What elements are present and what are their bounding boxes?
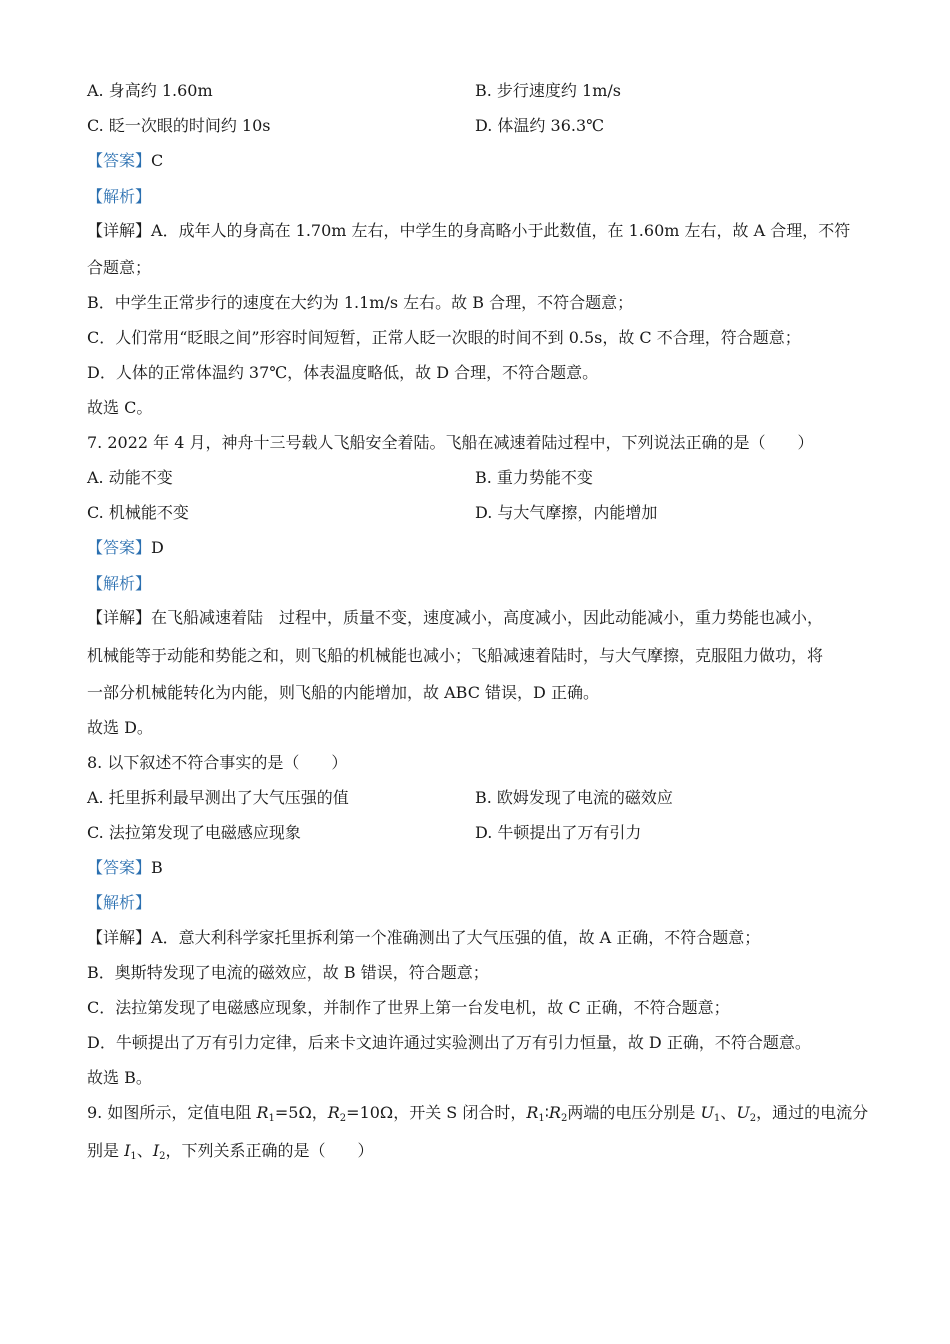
q8-option-a: A. 托里拆利最早测出了大气压强的值 bbox=[87, 788, 349, 807]
stem-text: 别是 bbox=[87, 1141, 125, 1160]
q6-detail-line: C．人们常用“眨眼之间”形容时间短暂，正常人眨一次眼的时间不到 0.5s，故 C 不合理，符合题意； bbox=[87, 328, 801, 347]
answer-value: D bbox=[151, 538, 164, 557]
q7-stem: 7. 2022 年 4 月，神舟十三号载人飞船安全着陆。飞船在减速着陆过程中，下列说法正确的是（ ） bbox=[87, 433, 814, 452]
q6-option-c: C. 眨一次眼的时间约 10s bbox=[87, 116, 271, 135]
stem-text: 两端的电压分别是 bbox=[567, 1103, 701, 1122]
q8-option-d: D. 牛顿提出了万有引力 bbox=[475, 823, 642, 842]
answer-tag: 【答案】 bbox=[87, 538, 152, 557]
q7-option-d: D. 与大气摩擦，内能增加 bbox=[475, 503, 658, 522]
answer-value: C bbox=[151, 151, 164, 170]
q6-option-b: B. 步行速度约 1m/s bbox=[475, 81, 621, 100]
subscript: 1 bbox=[130, 1151, 137, 1162]
q8-option-c: C. 法拉第发现了电磁感应现象 bbox=[87, 823, 301, 842]
stem-text: =10Ω，开关 S 闭合时， bbox=[346, 1103, 527, 1122]
detail-tag: 【详解】 bbox=[87, 221, 152, 240]
q6-conclusion: 故选 C。 bbox=[87, 398, 153, 417]
stem-text: ，通过的电流分 bbox=[756, 1103, 869, 1122]
symbol-r: R bbox=[548, 1103, 561, 1122]
q6-detail-line: D．人体的正常体温约 37℃，体表温度略低，故 D 合理，不符合题意。 bbox=[87, 363, 599, 382]
q8-detail-line bbox=[87, 928, 760, 948]
stem-text: 9. 如图所示，定值电阻 bbox=[87, 1103, 257, 1122]
subscript: 2 bbox=[749, 1113, 757, 1124]
q8-detail-line: D．牛顿提出了万有引力定律，后来卡文迪许通过实验测出了万有引力恒量，故 D 正确，不符合题意。 bbox=[87, 1033, 811, 1052]
subscript: 2 bbox=[159, 1151, 166, 1162]
stem-text: =5Ω， bbox=[274, 1103, 328, 1122]
symbol-u: U bbox=[700, 1103, 714, 1122]
q7-detail-line: 机械能等于动能和势能之和，则飞船的机械能也减小；飞船减速着陆时，与大气摩擦，克服阻力做功，将 bbox=[87, 646, 824, 665]
symbol-r: R bbox=[256, 1103, 269, 1122]
q6-answer bbox=[87, 151, 163, 171]
q8-conclusion: 故选 B。 bbox=[87, 1068, 152, 1087]
q8-detail-line: B．奥斯特发现了电流的磁效应，故 B 错误，符合题意； bbox=[87, 963, 489, 982]
detail-text: A．成年人的身高在 1.70m 左右，中学生的身高略小于此数值，在 1.60m 左右，故 A 合理，不符 bbox=[151, 221, 851, 240]
q6-analysis-tag: 【解析】 bbox=[87, 187, 152, 206]
answer-tag: 【答案】 bbox=[87, 151, 152, 170]
q6-option-a: A. 身高约 1.60m bbox=[87, 81, 213, 100]
q7-detail-line: 一部分机械能转化为内能，则飞船的内能增加，故 ABC 错误，D 正确。 bbox=[87, 683, 599, 702]
q6-detail-line: B．中学生正常步行的速度在大约为 1.1m/s 左右。故 B 合理，不符合题意； bbox=[87, 293, 634, 312]
q7-option-a: A. 动能不变 bbox=[87, 468, 173, 487]
q8-detail-line: C．法拉第发现了电磁感应现象，并制作了世界上第一台发电机，故 C 正确，不符合题意； bbox=[87, 998, 730, 1017]
subscript: 2 bbox=[560, 1113, 568, 1124]
subscript: 2 bbox=[339, 1113, 347, 1124]
symbol-i: I bbox=[152, 1141, 160, 1160]
subscript: 1 bbox=[268, 1113, 275, 1124]
q6-detail-line bbox=[87, 221, 850, 241]
stem-text: ，下列关系正确的是（ ） bbox=[165, 1141, 374, 1160]
q7-option-c: C. 机械能不变 bbox=[87, 503, 189, 522]
q8-analysis-tag: 【解析】 bbox=[87, 893, 152, 912]
stem-text: 、 bbox=[720, 1103, 737, 1122]
q7-option-b: B. 重力势能不变 bbox=[475, 468, 593, 487]
stem-text: ∶ bbox=[544, 1103, 549, 1122]
q6-detail-line: 合题意； bbox=[87, 258, 152, 277]
subscript: 1 bbox=[538, 1113, 545, 1124]
symbol-u: U bbox=[736, 1103, 750, 1122]
q8-answer bbox=[87, 858, 163, 878]
q9-stem-line-1 bbox=[87, 1103, 868, 1123]
stem-text: 、 bbox=[136, 1141, 153, 1160]
q8-option-b: B. 欧姆发现了电流的磁效应 bbox=[475, 788, 673, 807]
q8-stem: 8. 以下叙述不符合事实的是（ ） bbox=[87, 753, 348, 772]
detail-tag: 【详解】 bbox=[87, 608, 152, 627]
q7-detail-line bbox=[87, 608, 823, 628]
answer-tag: 【答案】 bbox=[87, 858, 152, 877]
q7-analysis-tag: 【解析】 bbox=[87, 574, 152, 593]
detail-text: 在飞船减速着陆 过程中，质量不变，速度减小，高度减小，因此动能减小，重力势能也减小， bbox=[151, 608, 824, 627]
q6-option-d: D. 体温约 36.3℃ bbox=[475, 116, 605, 135]
detail-text: A．意大利科学家托里拆利第一个准确测出了大气压强的值，故 A 正确，不符合题意； bbox=[151, 928, 761, 947]
answer-value: B bbox=[151, 858, 163, 877]
symbol-r: R bbox=[327, 1103, 340, 1122]
q9-stem-line-2 bbox=[87, 1141, 374, 1161]
detail-tag: 【详解】 bbox=[87, 928, 152, 947]
subscript: 1 bbox=[713, 1113, 721, 1124]
symbol-r: R bbox=[526, 1103, 539, 1122]
symbol-i: I bbox=[124, 1141, 131, 1160]
q7-conclusion: 故选 D。 bbox=[87, 718, 153, 737]
q7-answer bbox=[87, 538, 164, 558]
